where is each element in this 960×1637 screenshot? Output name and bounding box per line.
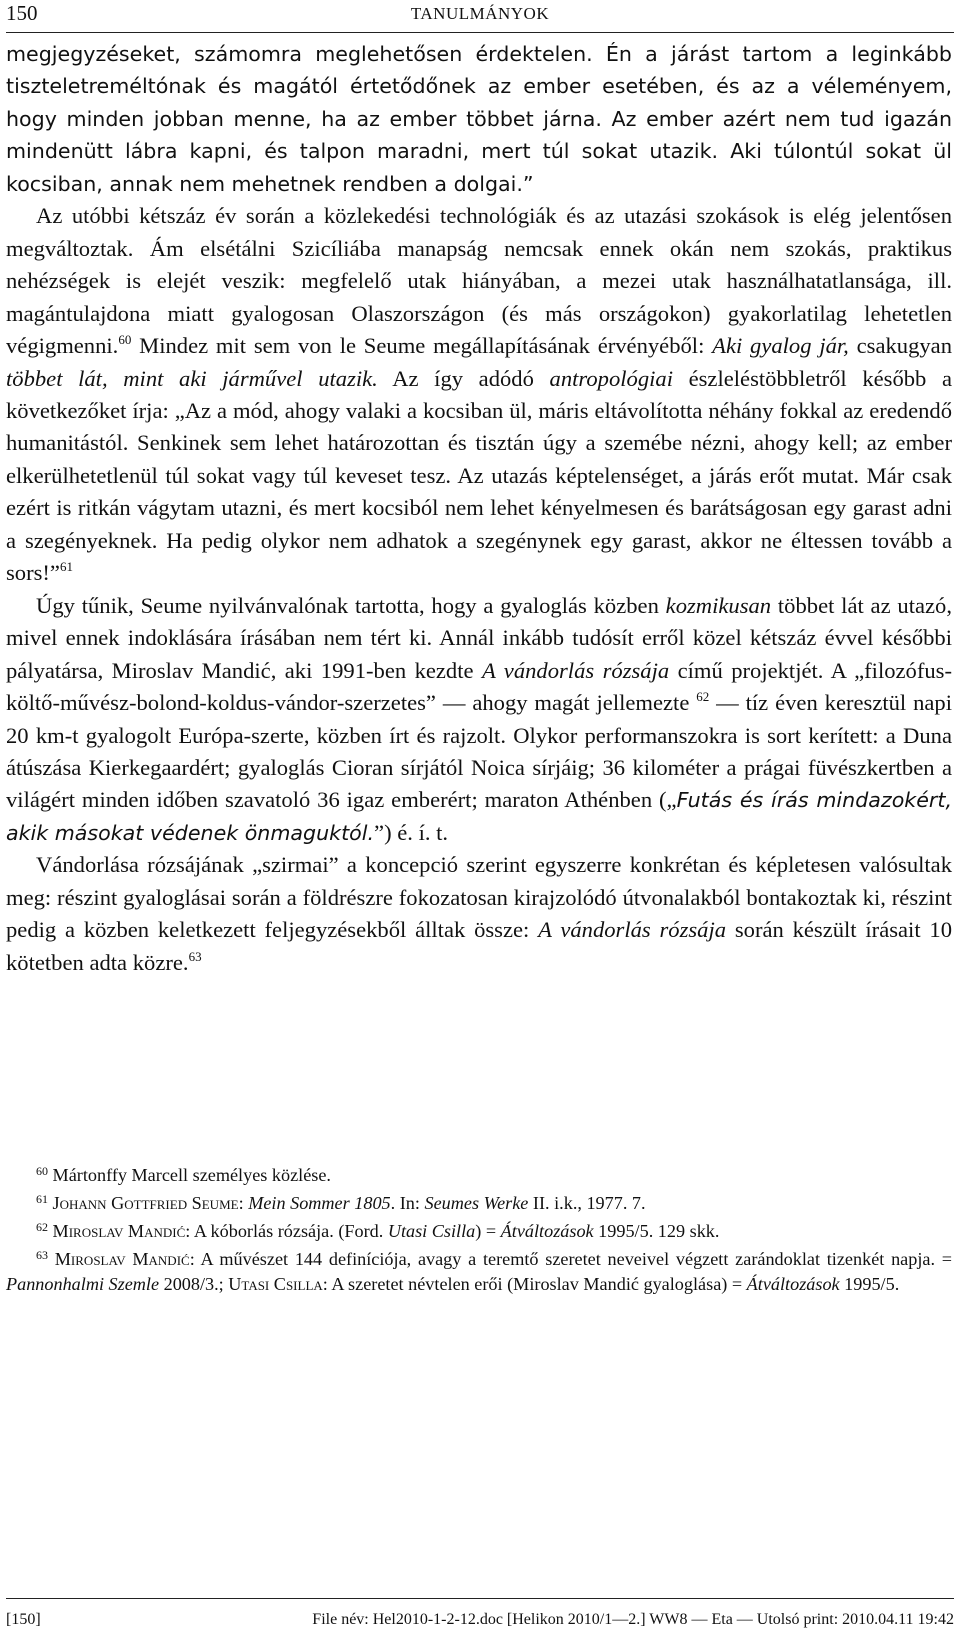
footer-page-number: [150] bbox=[6, 1611, 41, 1628]
footnote-ref-61[interactable]: 61 bbox=[59, 559, 73, 575]
paragraph-3: Úgy tűnik, Seume nyilvánvalónak tartotta, hogy a gyaloglás közben kozmikusan többet lát az utazó, mivel ennek indoklására írásában nem tért ki. Annál inkább tudósít erről közel kétszáz évvel későbbi pályatársa, Miroslav Mandić, aki 1991-ben kezdte A vándorlás rózsája című projektjét. A „filozófus-költő-művész-bolond-koldus-vándor-szerzetes” — ahogy magát jellemezte $^{62}$ — tíz éven keresztül napi 20 km-t gyalogolt Európa-szerte, közben írt és rajzolt. Olykor performanszokra is sort kerített: a Duna átúszása Kierkegaardért; gyaloglás Cioran sírjától Noica sírjáig; 36 kilométer a prágai füvészkertben a világért minden időben szavatoló 36 igaz emberért; maraton Athénben („Futás és írás mindazokért, akik másokat védenek önmaguktól.”) é. í. t. bbox=[6, 592, 952, 845]
main-text bbox=[6, 38, 952, 979]
footnote-60: $^{60}$ Mártonffy Marcell személyes közlése. bbox=[36, 1164, 331, 1185]
page-header bbox=[6, 0, 954, 33]
footnotes bbox=[6, 1163, 952, 1300]
footer-file-info: File név: Hel2010-1-2-12.doc [Helikon 2010/1—2.] WW8 — Eta — Utolsó print: 2010.04.11 19:42 bbox=[312, 1611, 954, 1628]
footnote-ref-63[interactable]: 63 bbox=[188, 948, 202, 964]
footnote-ref-62[interactable]: 62 bbox=[696, 689, 710, 705]
paragraph-2: Az utóbbi kétszáz év során a közlekedési technológiák és az utazási szokások is elég jelentősen megváltoztak. Ám elsétálni Szicíliába manapság nemcsak ennek okán nem szokás, praktikus nehézségek is elejét veszik: megfelelő utak hiányában, a mezei utak használhatatlansága, ill. magántulajdona miatt gyalogosan Olaszországon (és más országokon) gyakorlatilag lehetetlen végigmenni.$^{60}$ Mindez mit sem von le Seume megállapításának érvényéből: Aki gyalog jár, csakugyan többet lát, mint aki járművel utazik. Az így adódó antropológiai észleléstöbbletről később a következőket írja: „Az a mód, ahogy valaki a kocsiban ül, máris eltávolította néhány fokkal az eredendő humanitástól. Senkinek sem lehet határozottan és tisztán úgy a szemébe nézni, ahogy kell; az ember elkerülhetetlenül túl sokat vagy túl keveset tesz. Az utazás képtelenséget, a járás erőt mutat. Már csak ezért is ritkán vágytam utazni, és mert kocsiból nem lehet kényelmesen és barátságosan egy garast adni a szegényeknek. Ha pedig olykor nem adhatok a szegénynek egy garast, akkor ne éltessen tovább a sors!”$^{61}$ bbox=[6, 203, 953, 586]
page-number: 150 bbox=[6, 1, 38, 25]
footnote-ref-60[interactable]: 60 bbox=[118, 332, 132, 348]
footnote-61: $^{61}$ Johann Gottfried Seume: Mein Sommer 1805. In: Seumes Werke II. i.k., 1977. 7. bbox=[36, 1192, 646, 1213]
footnote-63: $^{63}$ Miroslav Mandić: A művészet 144 definíciója, avagy a teremtő szeretet neveivel végzett zarándoklat tizenkét napja. = Pannonhalmi Szemle 2008/3.; Utasi Csilla: A szeretet névtelen erői (Miroslav Mandić gyaloglása) = Átváltozások 1995/5. bbox=[6, 1248, 953, 1294]
page-footer bbox=[6, 1598, 954, 1637]
running-title: TANULMÁNYOK bbox=[410, 4, 550, 23]
paragraph-1: megjegyzéseket, számomra meglehetősen érdektelen. Én a járást tartom a leginkább tiszteletreméltónak és magától értetődőnek az ember esetében, és az a véleményem, hogy minden jobban menne, ha az ember többet járna. Az ember azért nem tud igazán mindenütt lábra kapni, és talpon maradni, mert túl sokat utazik. Aki túlontúl sokat ül kocsiban, annak nem mehetnek rendben a dolgai.” bbox=[6, 42, 952, 196]
footnote-62: $^{62}$ Miroslav Mandić: A kóborlás rózsája. (Ford. Utasi Csilla) = Átváltozások 1995/5. 129 skk. bbox=[36, 1220, 720, 1241]
paragraph-4: Vándorlása rózsájának „szirmai” a koncepció szerint egyszerre konkrétan és képletesen valósultak meg: részint gyaloglásai során a földrészre fokozatosan kirajzolódó útvonalakból bontakoztak ki, részint pedig a közben keletkezett feljegyzésekből álltak össze: A vándorlás rózsája során készült írásait 10 kötetben adta közre.$^{63}$ bbox=[6, 852, 952, 975]
